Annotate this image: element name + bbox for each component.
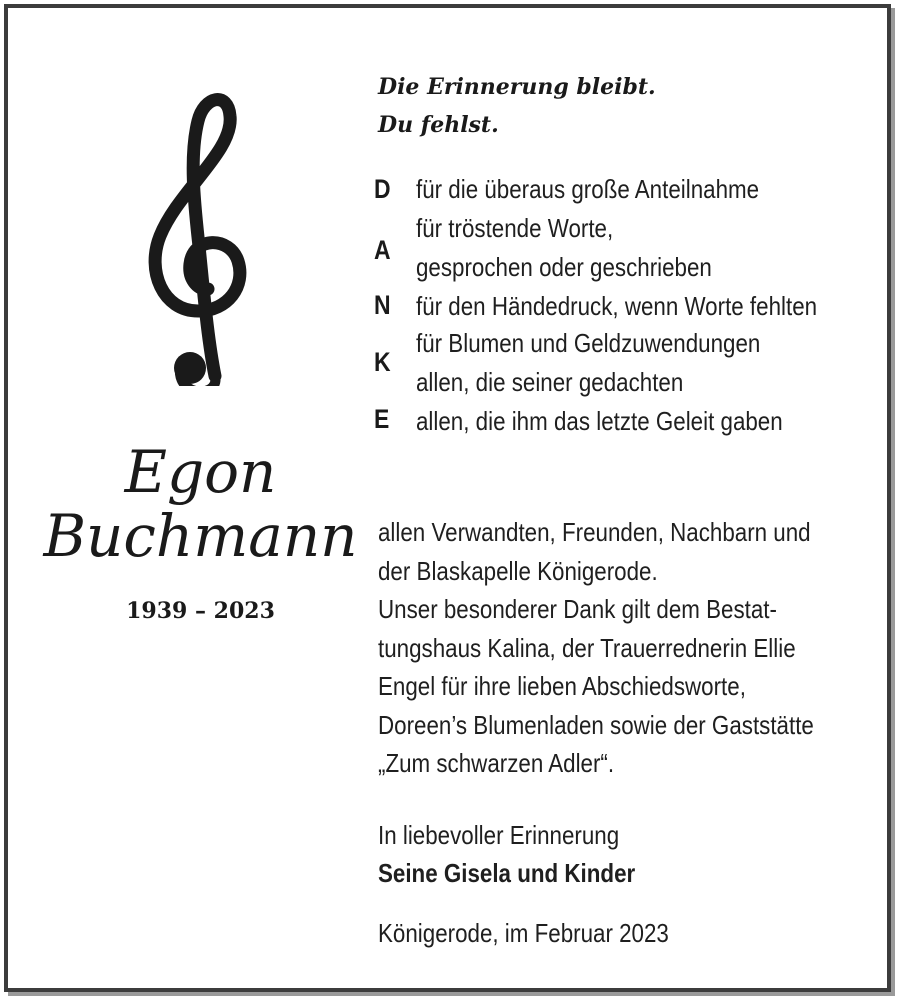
body-line: Unser besonderer Dank gilt dem Bestat- — [378, 594, 777, 624]
signers: Seine Gisela und Kinder — [378, 858, 636, 888]
body-line: Engel für ihre lieben Abschiedsworte, — [378, 671, 746, 701]
closing — [378, 816, 677, 892]
danke-letter-a: A — [374, 235, 391, 265]
danke-letter-d: D — [374, 174, 391, 204]
danke-line: allen, die seiner gedachten — [416, 367, 684, 397]
treble-clef-icon — [138, 86, 268, 386]
body-line: Doreen’s Blumenladen sowie der Gaststätte — [378, 709, 814, 740]
last-name: Buchmann — [43, 502, 358, 570]
motto — [378, 68, 656, 144]
body-line: allen Verwandten, Freunden, Nachbarn und — [378, 517, 811, 547]
danke-letter-k: K — [374, 347, 391, 377]
deceased-name — [28, 440, 373, 568]
danke-letter-n: N — [374, 290, 391, 320]
life-years: 1939 – 2023 — [126, 598, 275, 624]
body-line: tungshaus Kalina, der Trauerrednerin Ellie — [378, 632, 796, 663]
place-date: Königerode, im Februar 2023 — [378, 918, 669, 948]
danke-line: für tröstende Worte, — [416, 213, 614, 243]
memory-line: In liebevoller Erinnerung — [378, 820, 620, 850]
motto-line-2: Du fehlst. — [378, 112, 499, 138]
body-line: „Zum schwarzen Adler“. — [378, 748, 615, 778]
danke-line: gesprochen oder geschrieben — [416, 252, 712, 282]
danke-line: für Blumen und Geldzuwendungen — [416, 328, 761, 358]
first-name: Egon — [124, 438, 277, 506]
body-line: der Blaskapelle Königerode. — [378, 555, 658, 586]
thanks-body — [378, 513, 885, 783]
notice-frame — [4, 4, 891, 992]
danke-letter-e: E — [374, 404, 390, 434]
motto-line-1: Die Erinnerung bleibt. — [378, 74, 656, 100]
danke-block — [374, 174, 874, 454]
danke-line: allen, die ihm das letzte Geleit gaben — [416, 406, 783, 436]
danke-line: für den Händedruck, wenn Worte fehlten — [416, 291, 818, 321]
danke-line: für die überaus große Anteilnahme — [416, 174, 760, 204]
